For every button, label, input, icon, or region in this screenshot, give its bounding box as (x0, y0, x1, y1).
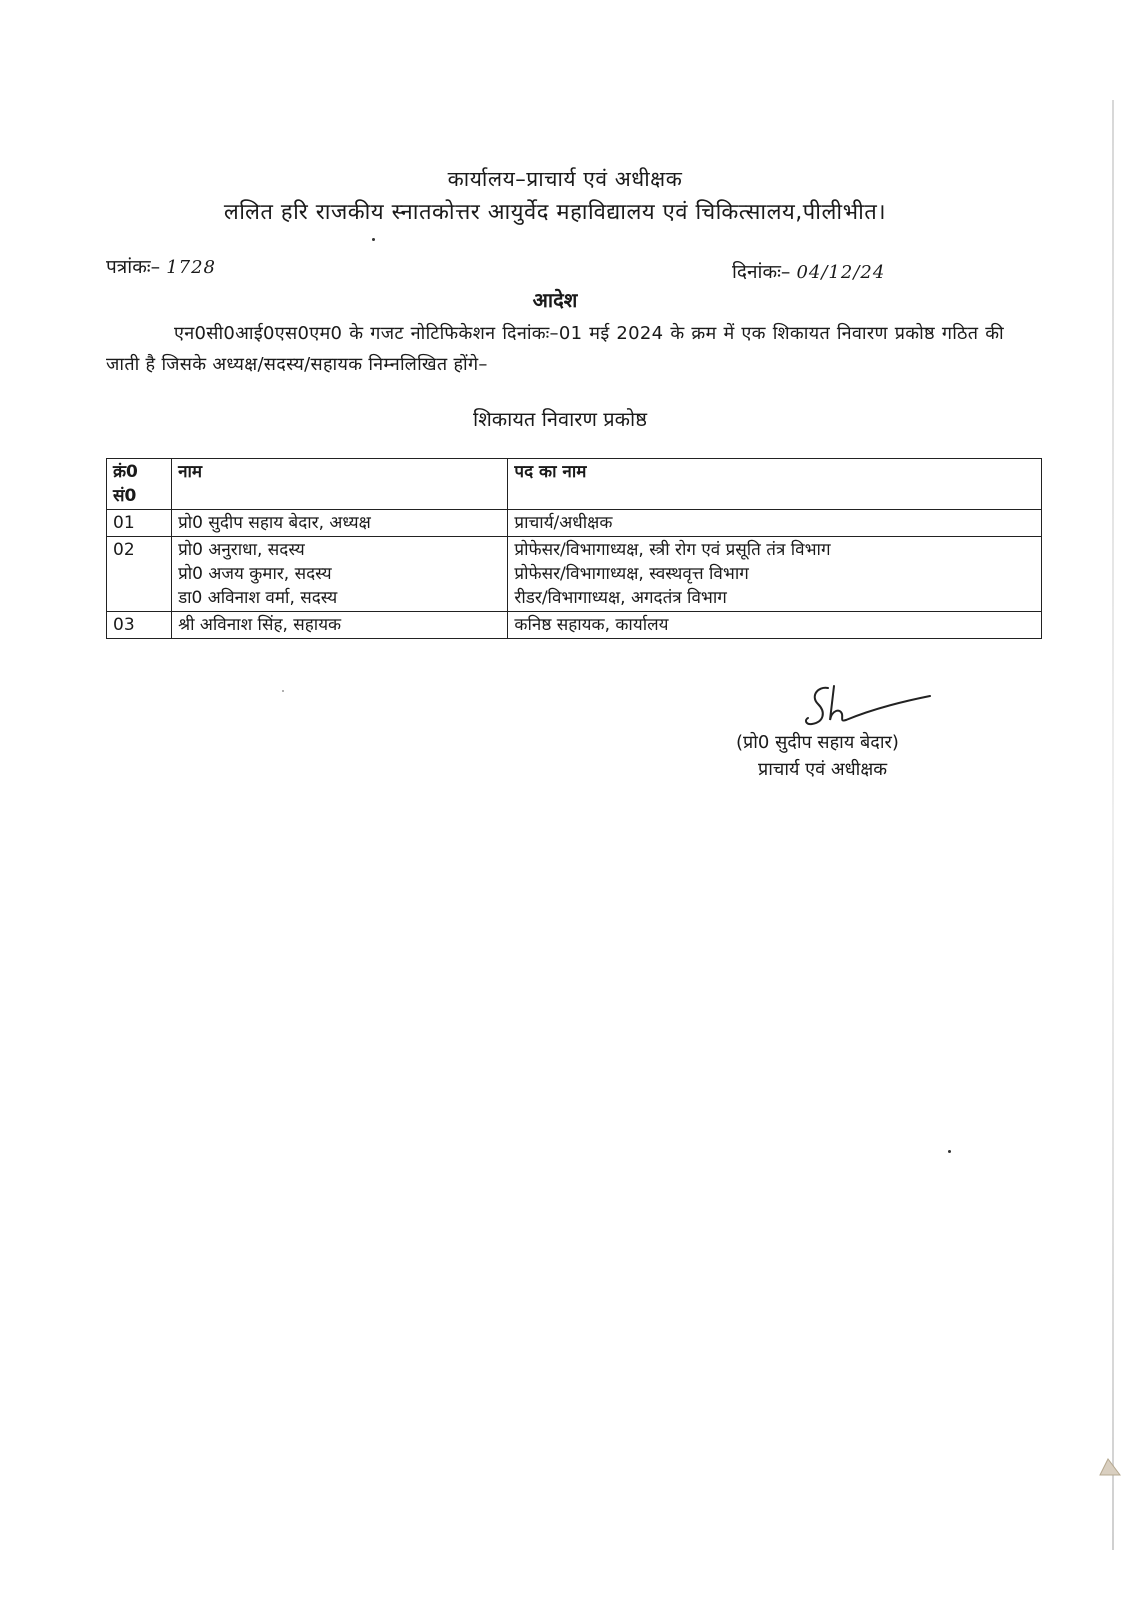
reference-value: 1728 (166, 257, 216, 278)
table-row (107, 537, 1042, 612)
table-row (107, 510, 1042, 537)
post-cell (508, 612, 1042, 639)
stray-dot (282, 690, 284, 692)
serial-cell: 01 (107, 510, 172, 537)
name-cell (172, 537, 508, 612)
stray-dot (948, 1150, 951, 1153)
member-post: प्राचार्य/अधीक्षक (514, 513, 613, 533)
member-name: प्रो0 अनुराधा, सदस्य (178, 540, 305, 560)
member-name: डा0 अविनाश वर्मा, सदस्य (178, 588, 338, 608)
reference-number (106, 253, 216, 279)
name-cell (172, 612, 508, 639)
post-cell (508, 510, 1042, 537)
order-title: आदेश (532, 288, 578, 312)
serial-cell: 02 (107, 537, 172, 612)
stray-dot (372, 238, 375, 241)
column-header-serial: क्रं0 सं0 (107, 459, 172, 510)
date-label: दिनांकः– (732, 261, 791, 283)
reference-label: पत्रांकः– (106, 256, 161, 278)
member-name: श्री अविनाश सिंह, सहायक (178, 615, 342, 635)
order-body: एन0सी0आई0एस0एम0 के गजट नोटिफिकेशन दिनांकः–01 मई 2024 के क्रम में एक शिकायत निवारण प्रकोष्ठ गठित की जाती है जिसके अध्यक्ष/सदस्य/सहायक निम्नलिखित होंगे– (106, 323, 1004, 375)
column-header-post: पद का नाम (508, 459, 1042, 510)
scan-corner-mark (1096, 1455, 1122, 1477)
order-date (732, 258, 885, 284)
table-header-row (107, 459, 1042, 510)
post-cell (508, 537, 1042, 612)
member-name: प्रो0 अजय कुमार, सदस्य (178, 564, 332, 584)
scan-edge-shadow (1112, 100, 1114, 1550)
member-name: प्रो0 सुदीप सहाय बेदार, अध्यक्ष (178, 513, 371, 533)
member-post: कनिष्ठ सहायक, कार्यालय (514, 615, 669, 635)
table-title: शिकायत निवारण प्रकोष्ठ (473, 407, 647, 431)
serial-cell: 03 (107, 612, 172, 639)
office-heading: कार्यालय–प्राचार्य एवं अधीक्षक (447, 167, 683, 191)
signatory-name: (प्रो0 सुदीप सहाय बेदार) (736, 732, 899, 753)
table-row (107, 612, 1042, 639)
member-post: प्रोफेसर/विभागाध्यक्ष, स्त्री रोग एवं प्रसूति तंत्र विभाग (514, 540, 831, 560)
institution-heading: ललित हरि राजकीय स्नातकोत्तर आयुर्वेद महाविद्यालय एवं चिकित्सालय,पीलीभीत। (223, 200, 887, 225)
member-post: रीडर/विभागाध्यक्ष, अगदतंत्र विभाग (514, 588, 727, 608)
date-value: 04/12/24 (796, 262, 886, 283)
signatory-title: प्राचार्य एवं अधीक्षक (758, 759, 888, 780)
committee-table (106, 458, 1042, 639)
column-header-name: नाम (172, 459, 508, 510)
member-post: प्रोफेसर/विभागाध्यक्ष, स्वस्थवृत्त विभाग (514, 564, 749, 584)
name-cell (172, 510, 508, 537)
